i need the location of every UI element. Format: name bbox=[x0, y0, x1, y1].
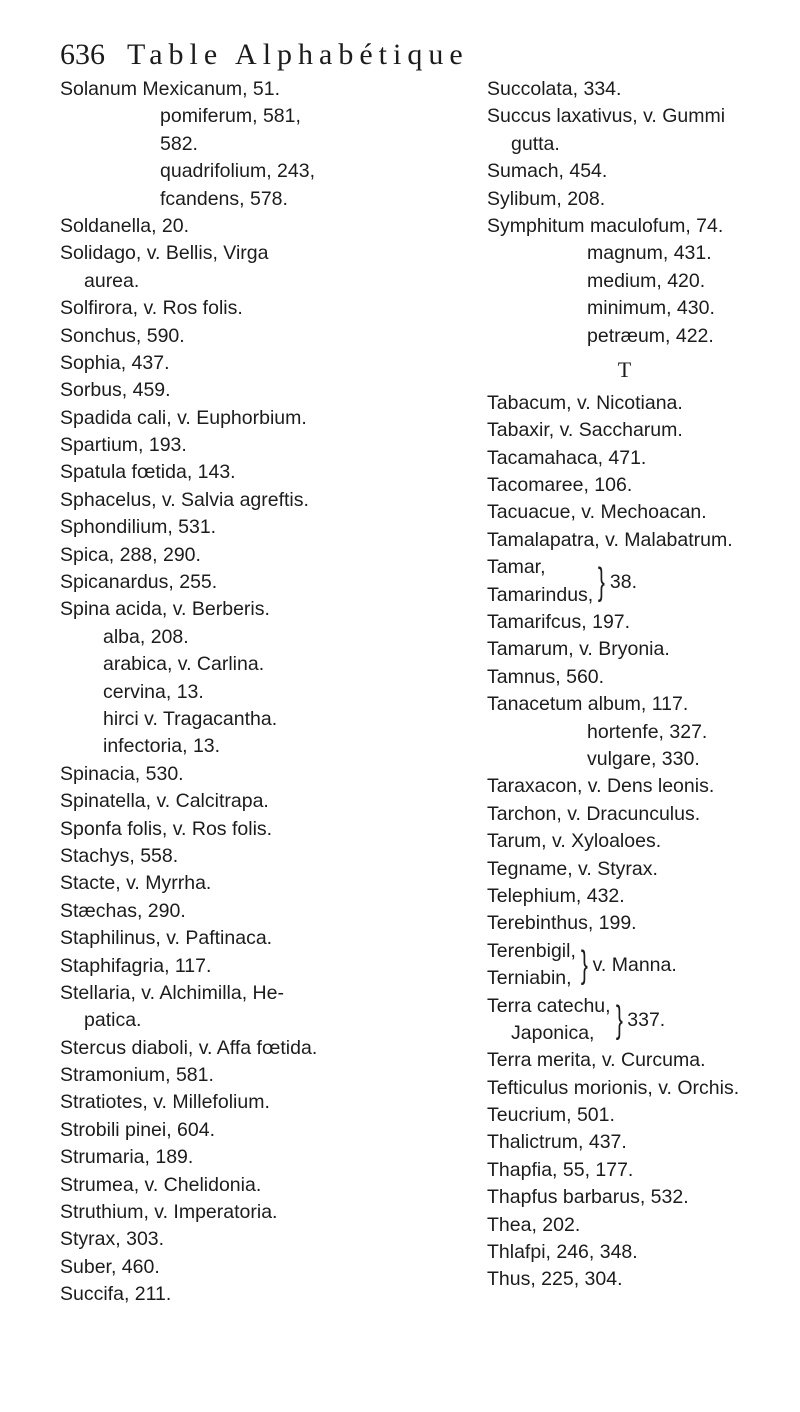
brace-entry: Tamarindus, bbox=[487, 583, 594, 606]
index-entry: Solanum Mexicanum, 51. bbox=[60, 78, 281, 100]
index-entry: quadrifolium, 243, bbox=[160, 160, 316, 183]
index-entry: Thus, 225, 304. bbox=[487, 1268, 623, 1291]
index-entry: Tabaxir, v. Saccharum. bbox=[487, 419, 683, 442]
index-entry: hirci v. Tragacantha. bbox=[103, 707, 278, 730]
index-entry: Sumach, 454. bbox=[487, 160, 608, 183]
index-entry: Tacuacue, v. Mechoacan. bbox=[487, 501, 707, 524]
index-entry: Symphitum maculofum, 74. bbox=[487, 214, 724, 237]
brace-entry: Terniabin, bbox=[487, 967, 572, 990]
brace-entry: Terenbigil, bbox=[487, 939, 576, 962]
index-entry: Spinatella, v. Calcitrapa. bbox=[60, 790, 269, 813]
index-entry: Tefticulus morionis, v. Orchis. bbox=[487, 1076, 740, 1099]
left-column bbox=[60, 76, 460, 1309]
brace-mark: } bbox=[615, 998, 623, 1041]
index-entry: Tarchon, v. Dracunculus. bbox=[487, 802, 701, 825]
brace-entry: Japonica, bbox=[511, 1021, 595, 1044]
index-entry: infectoria, 13. bbox=[103, 735, 221, 758]
index-entry: Terebinthus, 199. bbox=[487, 912, 637, 935]
index-entry: Solfirora, v. Ros folis. bbox=[60, 297, 243, 320]
index-entry: Sphacelus, v. Salvia agreftis. bbox=[60, 488, 309, 511]
index-entry: Tamalapatra, v. Malabatrum. bbox=[487, 528, 733, 551]
index-entry: Terra merita, v. Curcuma. bbox=[487, 1049, 706, 1072]
index-entry: Spicanardus, 255. bbox=[60, 571, 218, 594]
index-entry: Taraxacon, v. Dens leonis. bbox=[487, 775, 715, 798]
right-entry-list-t3 bbox=[487, 1047, 792, 1294]
index-entry: cervina, 13. bbox=[103, 680, 204, 703]
index-entry: 582. bbox=[160, 132, 198, 155]
index-entry: Tacomaree, 106. bbox=[487, 474, 633, 497]
index-entry: Spica, 288, 290. bbox=[60, 543, 201, 566]
index-entry: Stæchas, 290. bbox=[60, 899, 186, 922]
index-entry: Sophia, 437. bbox=[60, 351, 170, 374]
index-entry: Spinacia, 530. bbox=[60, 762, 184, 785]
index-entry: Styrax, 303. bbox=[60, 1228, 165, 1251]
index-entry: Tamarifcus, 197. bbox=[487, 611, 631, 634]
index-entry: Stellaria, v. Alchimilla, He- bbox=[60, 981, 284, 1004]
brace-entry: Tamar, bbox=[487, 556, 546, 579]
index-entry: Thlafpi, 246, 348. bbox=[487, 1241, 638, 1264]
index-entry: magnum, 431. bbox=[587, 242, 712, 265]
index-entry: Sonchus, 590. bbox=[60, 324, 185, 347]
index-entry: Tacamahaca, 471. bbox=[487, 446, 647, 469]
index-entry: vulgare, 330. bbox=[587, 747, 700, 770]
brace-entry: Terra catechu, bbox=[487, 994, 611, 1017]
index-entry: Strobili pinei, 604. bbox=[60, 1118, 216, 1141]
index-entry: Stratiotes, v. Millefolium. bbox=[60, 1091, 270, 1114]
index-entry: Strumea, v. Chelidonia. bbox=[60, 1173, 262, 1196]
index-entry: Telephium, 432. bbox=[487, 884, 625, 907]
index-entry: Struthium, v. Imperatoria. bbox=[60, 1201, 278, 1224]
brace-group-manna bbox=[487, 938, 792, 993]
index-entry: Soldanella, 20. bbox=[60, 214, 190, 237]
index-entry: Stercus diaboli, v. Affa fœtida. bbox=[60, 1036, 318, 1059]
brace-group-terra bbox=[487, 993, 792, 1048]
page-title: Table Alphabétique bbox=[127, 38, 469, 71]
index-entry: Strumaria, 189. bbox=[60, 1146, 194, 1169]
index-entry: patica. bbox=[84, 1009, 142, 1032]
brace-ref: 38. bbox=[609, 570, 638, 593]
index-entry: Staphifagria, 117. bbox=[60, 954, 212, 977]
index-entry: Succolata, 334. bbox=[487, 78, 622, 100]
index-entry: Sorbus, 459. bbox=[60, 379, 171, 402]
index-entry: Tegname, v. Styrax. bbox=[487, 857, 658, 880]
index-entry: Tabacum, v. Nicotiana. bbox=[487, 391, 683, 414]
brace-mark: } bbox=[598, 560, 606, 603]
index-entry: Suber, 460. bbox=[60, 1255, 160, 1278]
brace-mark: } bbox=[580, 944, 588, 987]
page-number: 636 bbox=[60, 38, 105, 71]
index-entry: Spadida cali, v. Euphorbium. bbox=[60, 406, 307, 429]
index-entry: Tanacetum album, 117. bbox=[487, 693, 689, 716]
index-entry: Sylibum, 208. bbox=[487, 187, 606, 210]
index-entry: alba, 208. bbox=[103, 625, 189, 648]
section-letter: T bbox=[617, 356, 632, 382]
index-entry: Solidago, v. Bellis, Virga bbox=[60, 242, 269, 265]
index-entry: arabica, v. Carlina. bbox=[103, 653, 265, 676]
right-entry-list-s bbox=[487, 76, 792, 350]
right-entry-list-t2 bbox=[487, 609, 792, 938]
index-entry: minimum, 430. bbox=[587, 297, 715, 320]
index-entry: fcandens, 578. bbox=[160, 187, 288, 210]
index-entry: Spatula fœtida, 143. bbox=[60, 461, 236, 484]
index-entry: Thalictrum, 437. bbox=[487, 1131, 627, 1154]
index-entry: Staphilinus, v. Paftinaca. bbox=[60, 927, 273, 950]
index-entry: Stacte, v. Myrrha. bbox=[60, 872, 212, 895]
right-column bbox=[487, 76, 792, 1294]
brace-ref: 337. bbox=[627, 1008, 666, 1031]
index-entry: pomiferum, 581, bbox=[160, 105, 301, 128]
index-entry: Stachys, 558. bbox=[60, 844, 179, 867]
index-entry: petræum, 422. bbox=[587, 324, 714, 347]
running-head bbox=[60, 38, 760, 72]
index-entry: Tamarum, v. Bryonia. bbox=[487, 638, 670, 661]
index-entry: Teucrium, 501. bbox=[487, 1104, 615, 1127]
index-entry: Tamnus, 560. bbox=[487, 665, 605, 688]
index-entry: Thapfus barbarus, 532. bbox=[487, 1186, 689, 1209]
index-entry: aurea. bbox=[84, 269, 140, 292]
brace-group-tamar bbox=[487, 554, 792, 609]
index-entry: Sphondilium, 531. bbox=[60, 516, 217, 539]
index-entry: Succus laxativus, v. Gummi bbox=[487, 105, 726, 128]
brace-ref: v. Manna. bbox=[592, 954, 677, 977]
left-entry-list bbox=[60, 76, 460, 1309]
index-entry: Sponfa folis, v. Ros folis. bbox=[60, 817, 273, 840]
index-entry: Tarum, v. Xyloaloes. bbox=[487, 830, 662, 853]
index-entry: Thea, 202. bbox=[487, 1213, 581, 1236]
index-entry: gutta. bbox=[511, 132, 560, 155]
index-entry: Thapfia, 55, 177. bbox=[487, 1158, 634, 1181]
index-entry: medium, 420. bbox=[587, 269, 706, 292]
index-entry: hortenfe, 327. bbox=[587, 720, 708, 743]
index-entry: Stramonium, 581. bbox=[60, 1064, 214, 1087]
index-entry: Spina acida, v. Berberis. bbox=[60, 598, 270, 621]
index-entry: Spartium, 193. bbox=[60, 434, 187, 457]
right-entry-list-t1 bbox=[487, 390, 792, 554]
index-entry: Succifa, 211. bbox=[60, 1283, 172, 1306]
